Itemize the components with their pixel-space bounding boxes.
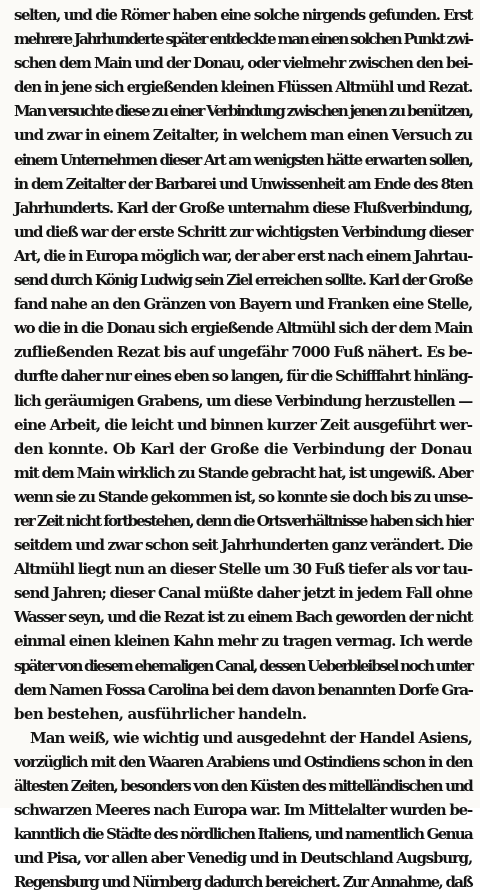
text-line: Wasser seyn, und die Rezat ist zu einem Bach geworden der nicht [14, 608, 472, 627]
text-line: mehrere Jahrhunderte später entdeckte man einen solchen Punkt zwi- [14, 30, 472, 49]
text-line: selten, und die Römer haben eine solche nirgends gefunden. Erst [14, 6, 472, 24]
text-line: Art, die in Europa möglich war, der aber erst nach einem Jahrtau- [14, 246, 472, 265]
text-line: lich geräumigen Grabens, um diese Verbindung herzustellen — [14, 391, 472, 410]
text-line: wenn sie zu Stande gekommen ist, so konnte sie doch bis zu unse- [14, 487, 472, 506]
text-line: rer Zeit nicht fortbestehen, denn die Ortsverhältnisse haben sich hier [14, 511, 472, 530]
text-line: Man versuchte diese zu einer Verbindung zwischen jenen zu benützen, [14, 102, 472, 121]
text-line: und Pisa, vor allen aber Venedig und in Deutschland Augsburg, [14, 849, 472, 868]
text-line: vorzüglich mit den Waaren Arabiens und Ostindiens schon in den [14, 752, 472, 771]
text-line: mit dem Main wirklich zu Stande gebracht hat, ist ungewiß. Aber [14, 463, 473, 482]
text-line: schwarzen Meeres nach Europa war. Im Mittelalter wurden be- [14, 801, 472, 820]
text-line: schen dem Main und der Donau, oder vielmehr zwischen den bei- [14, 54, 472, 73]
text-line: wo die in die Donau sich ergießende Altmühl sich der dem Main [14, 319, 472, 338]
text-line: zufließenden Rezat bis auf ungefähr 7000 Fuß nähert. Es be- [14, 343, 472, 362]
text-line: den in jene sich ergießenden kleinen Flüssen Altmühl und Rezat. [14, 78, 472, 97]
text-line: und zwar in einem Zeitalter, in welchem man einen Versuch zu [14, 126, 472, 145]
text-line: Regensburg und Nürnberg dadurch bereichert. Zur Annahme, daß [14, 873, 472, 892]
text-line: ben bestehen, ausführlicher handeln. [14, 704, 307, 723]
text-line: fand nahe an den Gränzen von Bayern und Franken eine Stelle, [14, 295, 472, 314]
text-line: send durch König Ludwig sein Ziel erreichen sollte. Karl der Große [14, 271, 472, 290]
text-line: den konnte. Ob Karl der Große die Verbindung der Donau [14, 439, 472, 458]
paragraph-2 [14, 726, 472, 894]
text-line: send Jahren; dieser Canal müßte daher jetzt in jedem Fall ohne [14, 584, 472, 603]
text-line: dem Namen Fossa Carolina bei dem davon benannten Dorfe Gra- [14, 680, 473, 699]
text-line: einem Unternehmen dieser Art am wenigsten hätte erwarten sollen, [14, 150, 472, 169]
text-line: einmal einen kleinen Kahn mehr zu tragen vermag. Ich werde [14, 632, 472, 651]
text-line: in dem Zeitalter der Barbarei und Unwissenheit am Ende des 8ten [14, 174, 472, 193]
text-line: ältesten Zeiten, besonders von den Küsten des mittelländischen und [14, 777, 472, 795]
text-line: Man weiß, wie wichtig und ausgedehnt der Handel Asiens, [30, 728, 472, 747]
text-line: Jahrhunderts. Karl der Große unternahm diese Flußverbindung, [14, 198, 472, 217]
text-block [14, 3, 472, 894]
paragraph-1 [14, 3, 472, 726]
text-line: Altmühl liegt nun an dieser Stelle um 30 Fuß tiefer als vor tau- [14, 560, 472, 579]
text-line: seitdem und zwar schon seit Jahrhunderten ganz verändert. Die [14, 536, 472, 555]
text-line: durfte daher nur eines eben so langen, für die Schifffahrt hinläng- [14, 367, 472, 386]
text-line: und dieß war der erste Schritt zur wichtigsten Verbindung dieser [14, 222, 472, 241]
text-line: eine Arbeit, die leicht und binnen kurzer Zeit ausgeführt wer- [14, 415, 472, 434]
text-line: kanntlich die Städte des nördlichen Italiens, und namentlich Genua [14, 825, 472, 844]
text-line: später von diesem ehemaligen Canal, dessen Ueberbleibsel noch unter [14, 656, 472, 675]
